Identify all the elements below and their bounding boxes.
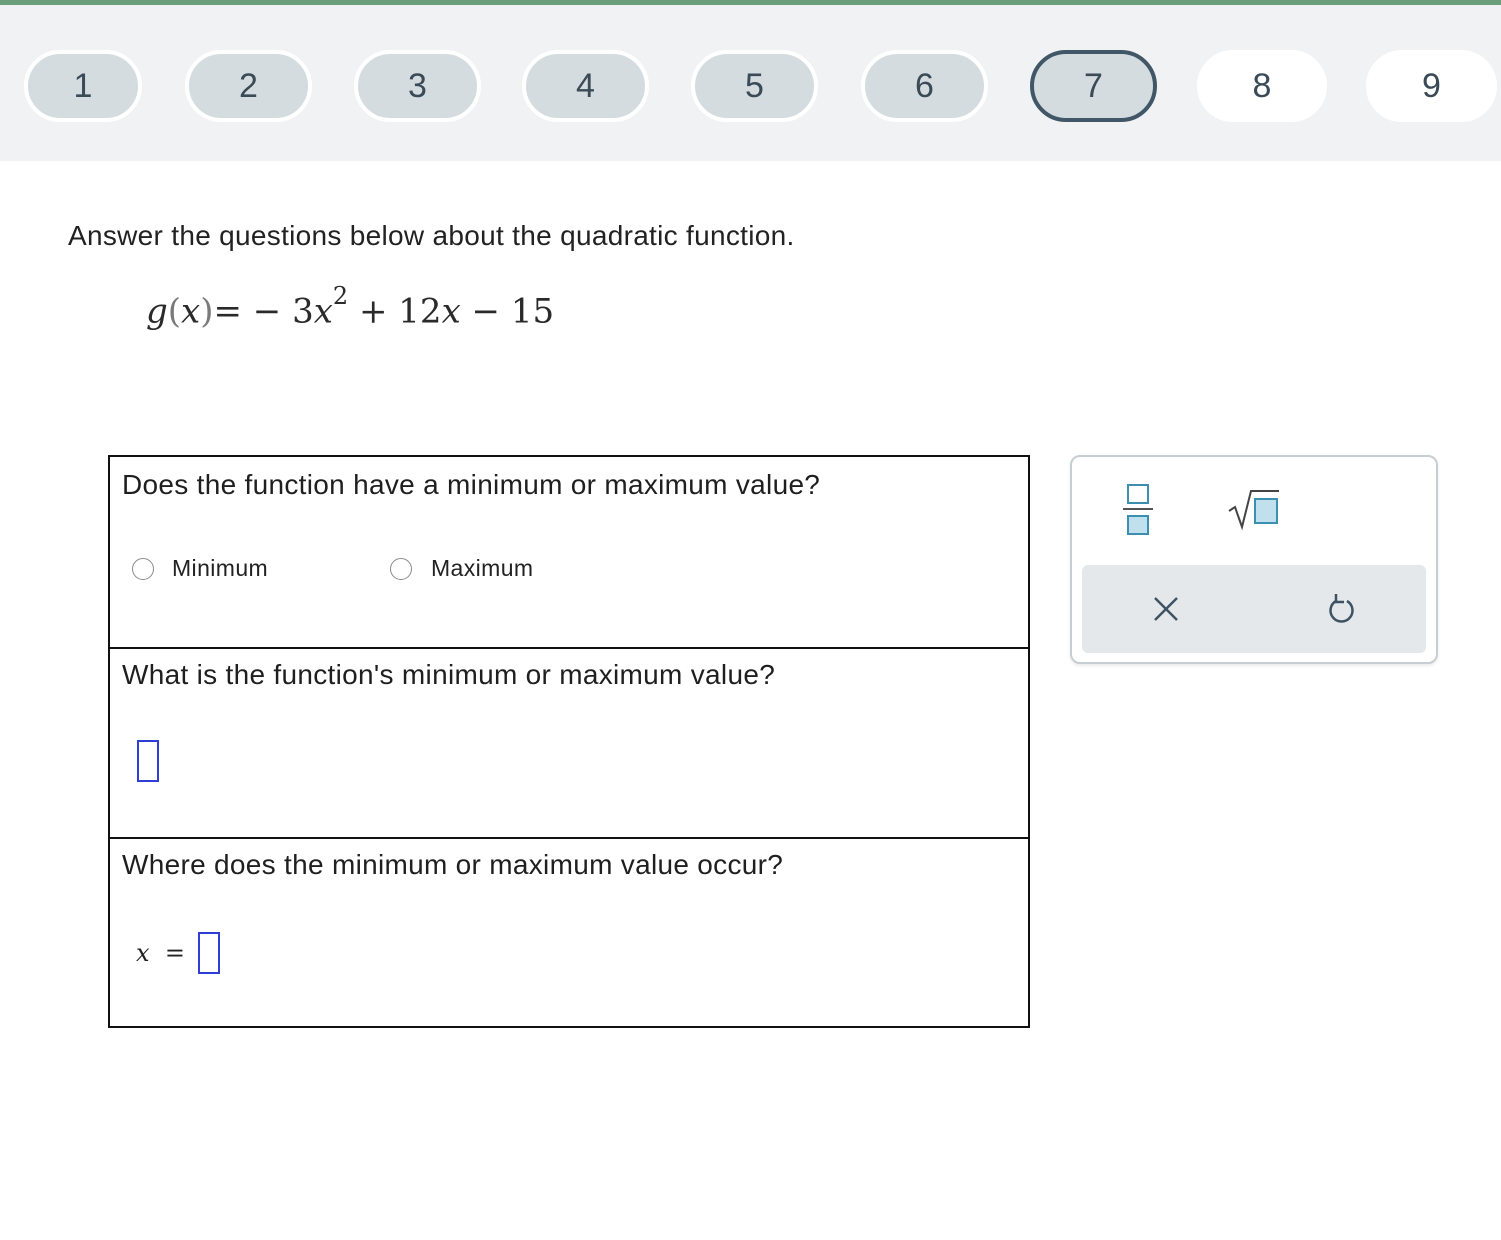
equation-function-name: g <box>146 291 168 332</box>
question-row-value <box>110 647 1028 837</box>
fraction-icon[interactable] <box>1120 481 1156 537</box>
question-7-button[interactable]: 7 <box>1030 50 1157 122</box>
x-value-input[interactable] <box>198 932 220 974</box>
instructions-text: Answer the questions below about the quadratic function. <box>68 220 795 251</box>
equation-constant: − 15 <box>460 291 555 332</box>
question-2-button[interactable]: 2 <box>185 50 312 122</box>
question-8-button[interactable]: 8 <box>1197 50 1327 122</box>
equation-linear-coef: + 12 <box>348 291 442 332</box>
equation-close-paren: ) <box>200 291 214 332</box>
question-6-button[interactable]: 6 <box>861 50 988 122</box>
math-tool-panel <box>1070 455 1438 664</box>
question-text: Does the function have a minimum or maximum value? <box>122 469 821 500</box>
question-5-button[interactable]: 5 <box>691 50 818 122</box>
equation-open-paren: ( <box>167 291 182 332</box>
maximum-radio[interactable] <box>390 558 412 580</box>
question-3-button[interactable]: 3 <box>354 50 481 122</box>
equation-variable: x <box>313 291 333 332</box>
action-bar <box>1082 565 1426 653</box>
x-equals-label <box>136 939 185 967</box>
question-row-min-max <box>110 457 1028 647</box>
question-text: Where does the minimum or maximum value occur? <box>122 849 784 880</box>
equals-sign: = <box>164 939 185 967</box>
quadratic-equation <box>146 282 555 332</box>
equation-exponent: 2 <box>332 282 349 310</box>
question-9-button[interactable]: 9 <box>1366 50 1497 122</box>
min-max-value-input[interactable] <box>137 740 159 782</box>
minimum-radio[interactable] <box>132 558 154 580</box>
x-variable: x <box>136 939 150 967</box>
undo-icon[interactable] <box>1325 593 1357 627</box>
equation-variable: x <box>181 291 201 332</box>
question-1-button[interactable]: 1 <box>24 50 142 122</box>
question-navigation <box>0 5 1501 161</box>
maximum-label[interactable]: Maximum <box>431 555 534 581</box>
square-root-icon[interactable] <box>1227 485 1283 531</box>
equation-variable: x <box>441 291 461 332</box>
question-text: What is the function's minimum or maximum value? <box>122 659 776 690</box>
question-row-location <box>110 837 1028 1026</box>
clear-icon[interactable] <box>1152 595 1180 623</box>
question-4-button[interactable]: 4 <box>522 50 649 122</box>
minimum-label[interactable]: Minimum <box>172 555 269 581</box>
answer-table <box>108 455 1030 1028</box>
equation-leading: = − 3 <box>213 291 314 332</box>
